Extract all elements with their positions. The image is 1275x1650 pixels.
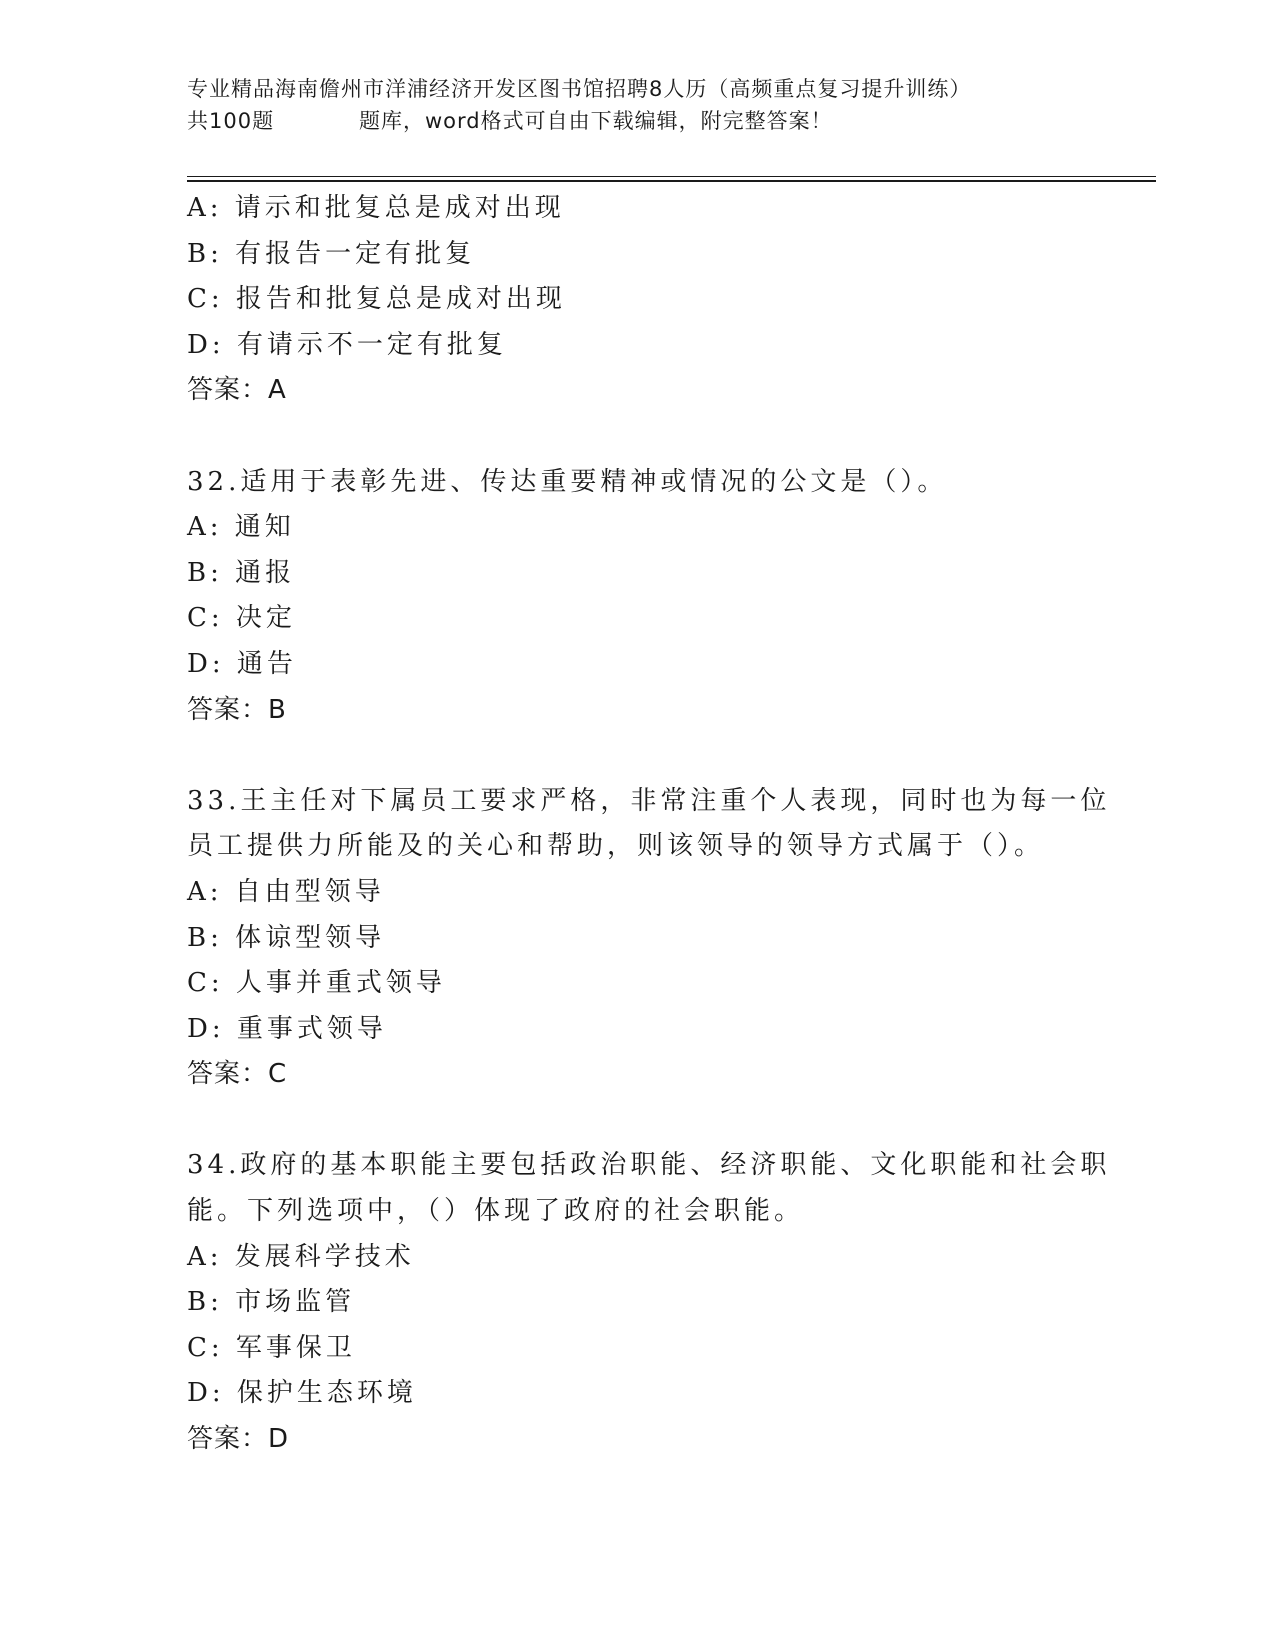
header-divider-thin	[187, 176, 1156, 177]
spacer	[187, 733, 1087, 779]
option-b: B: 体谅型领导	[187, 922, 386, 953]
answer-line: 答案：D	[187, 1424, 290, 1455]
question-block	[187, 186, 1087, 414]
option-d: D: 有请示不一定有批复	[187, 329, 507, 360]
option-a: A: 自由型领导	[187, 876, 385, 907]
option-d: D: 保护生态环境	[187, 1378, 417, 1409]
answer-line: 答案：A	[187, 375, 287, 406]
spacer	[187, 1098, 1087, 1144]
option-b: B: 有报告一定有批复	[187, 238, 476, 269]
header-divider-thick	[187, 180, 1156, 182]
option-c: C: 决定	[187, 603, 296, 634]
question-list	[187, 186, 1111, 1463]
option-b: B: 市场监管	[187, 1287, 356, 1318]
question-count: 共100题	[187, 109, 275, 133]
option-a: A: 通知	[187, 512, 295, 543]
question-block	[187, 1143, 1111, 1462]
option-a: A: 发展科学技术	[187, 1241, 415, 1272]
question-text: 33.王主任对下属员工要求严格，非常注重个人表现，同时也为每一位	[187, 785, 1111, 816]
option-d: D: 通告	[187, 648, 297, 679]
option-b: B: 通报	[187, 557, 296, 588]
spacer	[187, 414, 1087, 460]
header-subtitle-text: 题库，word格式可自由下载编辑，附完整答案！	[359, 109, 833, 133]
option-a: A: 请示和批复总是成对出现	[187, 193, 565, 223]
answer-line: 答案：C	[187, 1059, 288, 1090]
option-c: C: 报告和批复总是成对出现	[187, 284, 566, 315]
answer-line: 答案：B	[187, 694, 287, 725]
question-text: 32.适用于表彰先进、传达重要精神或情况的公文是（）。	[187, 466, 948, 497]
document-header	[187, 73, 1087, 137]
option-d: D: 重事式领导	[187, 1013, 387, 1044]
question-block	[187, 779, 1111, 1098]
question-block	[187, 460, 1087, 734]
question-text: 能。下列选项中，（）体现了政府的社会职能。	[187, 1196, 805, 1227]
question-text: 34.政府的基本职能主要包括政治职能、经济职能、文化职能和社会职	[187, 1150, 1111, 1181]
header-subtitle-line	[187, 105, 1087, 137]
option-c: C: 人事并重式领导	[187, 968, 446, 999]
question-text: 员工提供力所能及的关心和帮助，则该领导的领导方式属于（）。	[187, 831, 1045, 862]
option-c: C: 军事保卫	[187, 1332, 356, 1363]
header-title-line: 专业精品海南儋州市洋浦经济开发区图书馆招聘8人历（高频重点复习提升训练）	[187, 77, 972, 101]
